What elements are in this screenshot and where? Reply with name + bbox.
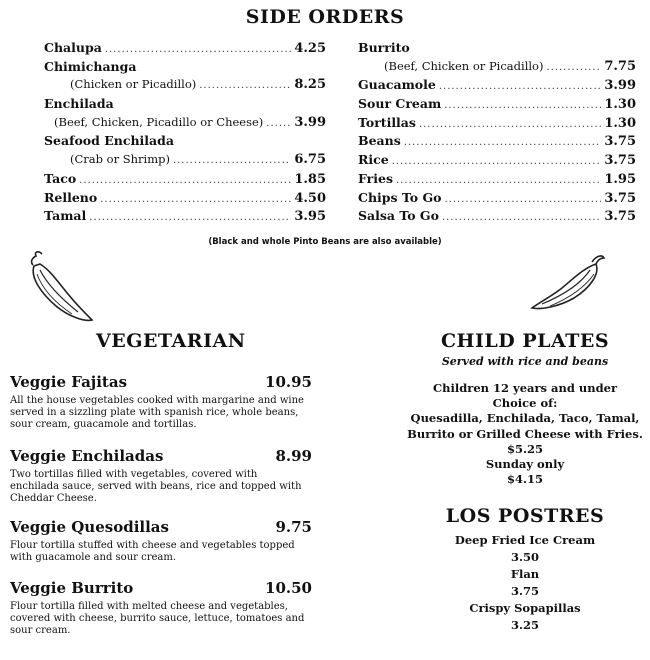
dessert-name: Flan — [510, 567, 540, 581]
menu-item — [358, 171, 636, 190]
item-description: Flour tortilla stuffed with cheese and vegetables topped with guacamole and sour cream. — [10, 540, 295, 563]
item-price: 3.99 — [294, 114, 326, 130]
child-line: Children 12 years and under — [432, 381, 618, 395]
menu-item — [44, 171, 326, 190]
veggie-item — [10, 447, 316, 505]
item-price: 6.75 — [294, 152, 326, 168]
menu-item — [358, 96, 636, 115]
child-plates-subtitle: Served with rice and beans — [441, 355, 609, 368]
menu-item — [358, 190, 636, 209]
item-name: Sour Cream — [358, 96, 442, 112]
menu-item — [44, 115, 326, 134]
menu-item — [44, 152, 326, 171]
vegetarian-title: VEGETARIAN — [96, 330, 246, 352]
item-price: 4.50 — [294, 190, 326, 206]
menu-item — [358, 59, 636, 78]
child-line: Choice of: — [492, 396, 558, 411]
menu-item — [358, 115, 636, 134]
item-name: (Beef, Chicken, Picadillo or Cheese) — [54, 114, 264, 129]
item-price: 8.25 — [294, 77, 326, 93]
item-price: 3.95 — [294, 209, 326, 225]
item-name: Chimichanga — [44, 58, 137, 74]
item-price: 4.25 — [294, 41, 326, 56]
chili-pepper-icon — [528, 252, 608, 314]
item-price: 9.75 — [275, 518, 312, 536]
dessert-price: 3.25 — [510, 618, 539, 632]
menu-item — [358, 208, 636, 227]
child-plates-title: CHILD PLATES — [440, 330, 610, 352]
los-postres-list — [410, 532, 640, 634]
item-description: All the house vegetables cooked with margarine and wine served in a sizzling plate with spanish rice, whole beans, sour cream, guacamole and tortillas. — [10, 395, 304, 430]
menu-item — [44, 208, 326, 227]
item-price: 7.75 — [604, 58, 636, 74]
veggie-item — [10, 373, 316, 431]
menu-item — [358, 152, 636, 171]
item-name: Guacamole — [358, 77, 436, 93]
item-price: 3.75 — [604, 153, 636, 169]
item-price: 1.30 — [604, 97, 636, 113]
menu-item — [44, 96, 326, 115]
menu-item — [358, 40, 636, 59]
item-name: (Chicken or Picadillo) — [70, 77, 197, 92]
item-price: 10.95 — [265, 373, 312, 391]
item-name: Seafood Enchilada — [44, 133, 174, 149]
menu-item — [44, 77, 326, 96]
item-price: 3.99 — [604, 78, 636, 94]
item-price: 10.50 — [265, 579, 312, 597]
child-line: Sunday only — [485, 457, 565, 472]
item-name: Tamal — [44, 208, 87, 224]
child-line: Burrito or Grilled Cheese with Fries. — [407, 426, 643, 441]
item-description: Flour tortilla filled with melted cheese and vegetables, covered with cheese, burrito sauce, lettuce, tomatoes and sour cream. — [10, 601, 305, 636]
item-price: 1.85 — [294, 171, 326, 187]
los-postres-title: LOS POSTRES — [445, 505, 605, 527]
item-name: Chalupa — [44, 40, 102, 55]
dessert-name: Deep Fried Ice Cream — [454, 533, 596, 547]
dessert-name: Crispy Sopapillas — [469, 601, 581, 615]
menu-item — [44, 59, 326, 78]
item-name: Beans — [358, 133, 401, 149]
menu-item — [358, 133, 636, 152]
veggie-item — [10, 579, 316, 637]
dessert-price: 3.50 — [510, 550, 539, 564]
item-name: (Beef, Chicken or Picadillo) — [384, 58, 544, 73]
side-orders-right-column — [358, 40, 636, 227]
chili-pepper-icon — [28, 248, 100, 326]
item-price: 8.99 — [275, 447, 312, 465]
item-price: 1.30 — [604, 115, 636, 131]
item-name: Rice — [358, 152, 389, 168]
child-line: Quesadilla, Enchilada, Taco, Tamal, — [410, 411, 640, 426]
item-name: Veggie Enchiladas — [10, 447, 164, 465]
item-name: Fries — [358, 170, 393, 186]
item-name: Veggie Quesodillas — [10, 518, 169, 536]
side-orders-left-column — [44, 40, 326, 227]
side-orders-title: SIDE ORDERS — [245, 6, 405, 28]
item-price: 3.75 — [604, 190, 636, 206]
item-name: Relleno — [44, 189, 98, 205]
child-plates-details — [400, 381, 650, 487]
menu-item — [358, 77, 636, 96]
item-description: Two tortillas filled with vegetables, covered with enchilada sauce, served with beans, rice and topped with Cheddar Cheese. — [10, 469, 302, 504]
item-price: 3.75 — [604, 134, 636, 150]
veggie-item — [10, 518, 316, 564]
item-name: Enchilada — [44, 96, 114, 112]
item-name: Salsa To Go — [358, 208, 439, 224]
dessert-price: 3.75 — [510, 584, 539, 598]
menu-item — [44, 40, 326, 59]
beans-note: (Black and whole Pinto Beans are also available) — [208, 237, 442, 247]
item-name: Veggie Burrito — [10, 579, 134, 597]
menu-item — [44, 190, 326, 209]
child-price: $4.15 — [506, 472, 543, 487]
item-name: Tortillas — [358, 114, 416, 130]
item-price: 1.95 — [604, 171, 636, 187]
item-name: Chips To Go — [358, 189, 442, 205]
item-name: Taco — [44, 170, 77, 186]
item-price: 3.75 — [604, 209, 636, 225]
menu-item — [44, 133, 326, 152]
item-name: (Crab or Shrimp) — [70, 152, 170, 167]
child-price: $5.25 — [506, 441, 543, 456]
item-name: Veggie Fajitas — [10, 373, 128, 391]
item-name: Burrito — [358, 40, 410, 55]
